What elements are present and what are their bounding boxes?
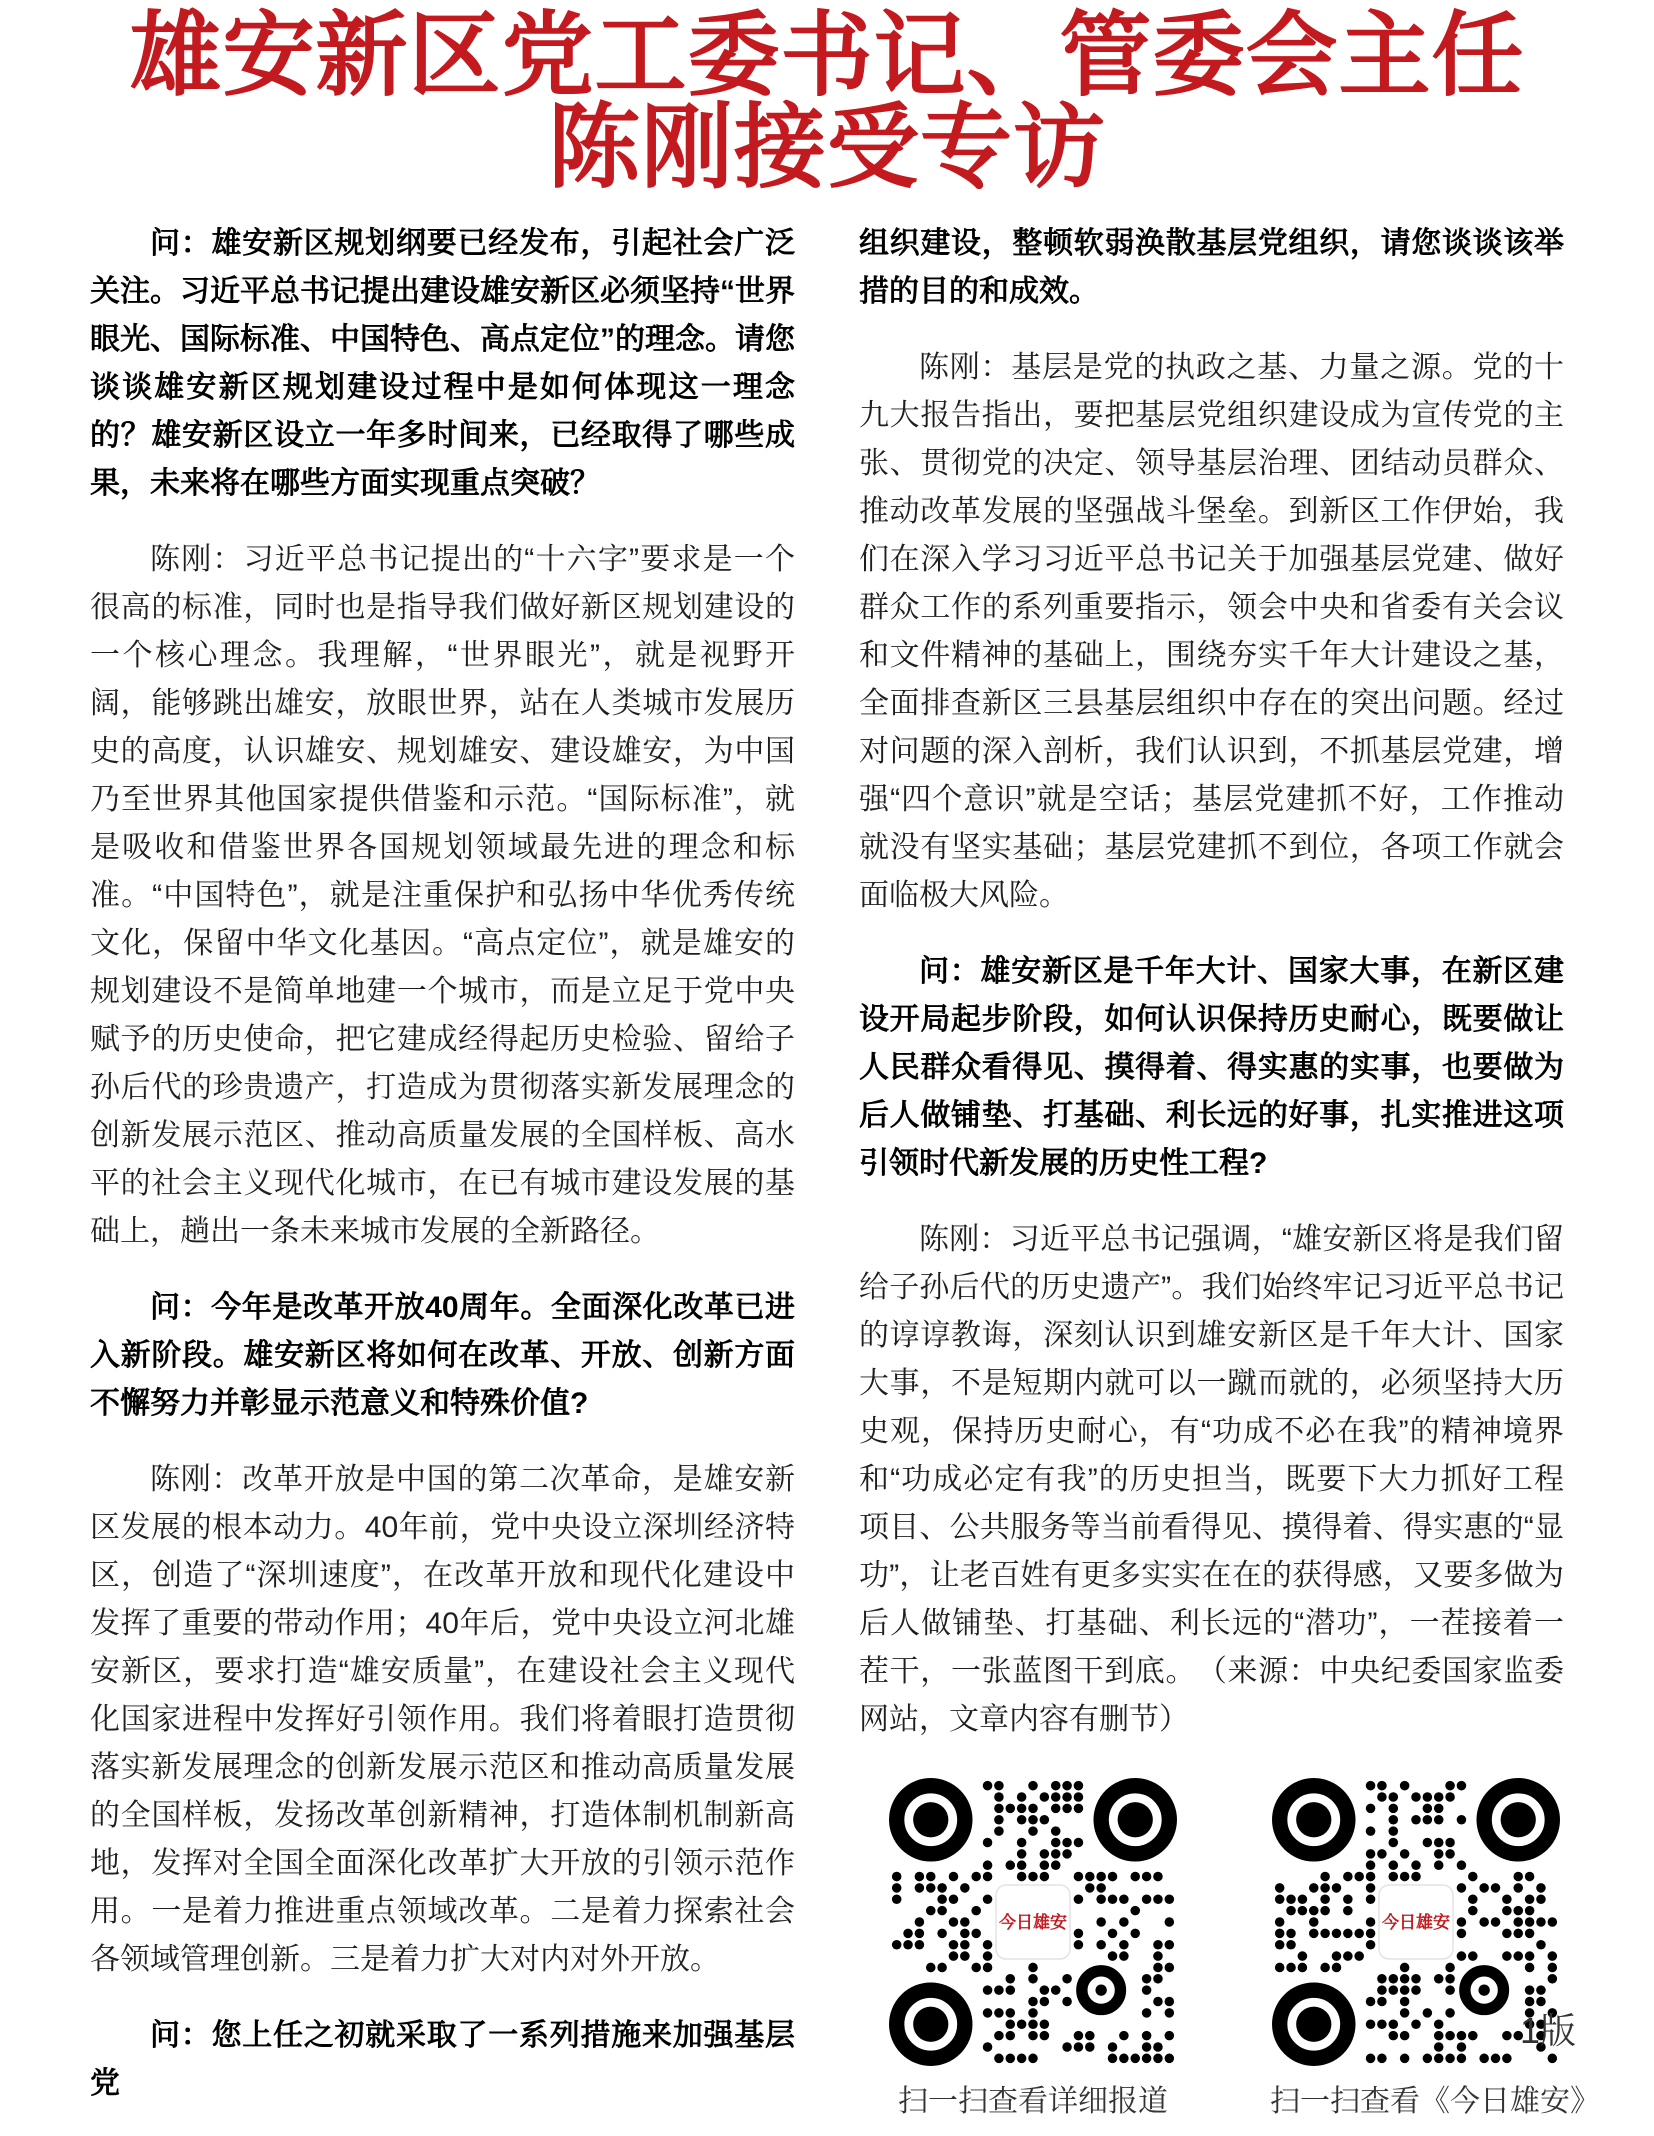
- article-title: [0, 5, 1654, 199]
- newspaper-page: [0, 5, 1654, 2118]
- qr-item: [1270, 1780, 1600, 2120]
- answer-paragraph: 陈刚：基层是党的执政之基、力量之源。党的十九大报告指出，要把基层党组织建设成为宣传党的主张、贯彻党的决定、领导基层治理、团结动员群众、推动改革发展的坚强战斗堡垒。到新区工作伊始，我们在深入学习习近平总书记关于加强基层党建、做好群众工作的系列重要指示，领会中央和省委有关会议和文件精神的基础上，围绕夯实千年大计建设之基，全面排查新区三县基层组织中存在的突出问题。经过对问题的深入剖析，我们认识到，不抓基层党建，增强“四个意识”就是空话；基层党建抓不好，工作推动就没有坚实基础；基层党建抓不到位，各项工作就会面临极大风险。: [859, 351, 1564, 912]
- qr-section: [859, 1772, 1600, 2120]
- left-column: [90, 220, 795, 2136]
- right-column-paragraphs: [859, 220, 1564, 1744]
- question-paragraph: 问：雄安新区规划纲要已经发布，引起社会广泛关注。习近平总书记提出建设雄安新区必须坚持“世界眼光、国际标准、中国特色、高点定位”的理念。请您谈谈雄安新区规划建设过程中是如何体现这一理念的？雄安新区设立一年多时间来，已经取得了哪些成果，未来将在哪些方面实现重点突破？: [90, 227, 795, 500]
- question-paragraph: 问：今年是改革开放40周年。全面深化改革已进入新阶段。雄安新区将如何在改革、开放、创新方面不懈努力并彰显示范意义和特殊价值?: [90, 1291, 795, 1420]
- question-paragraph: 组织建设，整顿软弱涣散基层党组织，请您谈谈该举措的目的和成效。: [859, 227, 1564, 308]
- article-title-line2: 陈刚接受专访: [547, 97, 1106, 199]
- qr-logo-text: 今日雄安: [1382, 1913, 1450, 1932]
- qr-code-image: [1274, 1780, 1558, 2064]
- qr-caption: 扫一扫查看详细报道: [898, 2085, 1168, 2118]
- question-paragraph: 问：雄安新区是千年大计、国家大事，在新区建设开局起步阶段，如何认识保持历史耐心，既要做让人民群众看得见、摸得着、得实惠的实事，也要做为后人做铺垫、打基础、利长远的好事，扎实推进这项引领时代新发展的历史性工程?: [859, 955, 1564, 1180]
- right-column: [859, 220, 1600, 2136]
- qr-logo-text: 今日雄安: [999, 1913, 1067, 1932]
- article-title-line1: 雄安新区党工委书记、管委会主任: [129, 5, 1525, 107]
- answer-paragraph: 陈刚：习近平总书记强调，“雄安新区将是我们留给子孙后代的历史遗产”。我们始终牢记习近平总书记的谆谆教诲，深刻认识到雄安新区是千年大计、国家大事，不是短期内就可以一蹴而就的，必须坚持大历史观，保持历史耐心，有“功成不必在我”的精神境界和“功成必定有我”的历史担当，既要下大力抓好工程项目、公共服务等当前看得见、摸得着、得实惠的“显功”，让老百姓有更多实实在在的获得感，又要多做为后人做铺垫、打基础、利长远的“潜功”，一茬接着一茬干，一张蓝图干到底。 （来源：中央纪委国家监委网站，文章内容有删节）: [859, 1223, 1564, 1736]
- answer-paragraph: 陈刚：习近平总书记提出的“十六字”要求是一个很高的标准，同时也是指导我们做好新区规划建设的一个核心理念。我理解，“世界眼光”，就是视野开阔，能够跳出雄安，放眼世界，站在人类城市发展历史的高度，认识雄安、规划雄安、建设雄安，为中国乃至世界其他国家提供借鉴和示范。“国际标准”，就是吸收和借鉴世界各国规划领域最先进的理念和标准。“中国特色”，就是注重保护和弘扬中华优秀传统文化，保留中华文化基因。“高点定位”，就是雄安的规划建设不是简单地建一个城市，而是立足于党中央赋予的历史使命，把它建成经得起历史检验、留给子孙后代的珍贵遗产，打造成为贯彻落实新发展理念的创新发展示范区、推动高质量发展的全国样板、高水平的社会主义现代化城市，在已有城市建设发展的基础上，趟出一条未来城市发展的全新路径。: [90, 543, 795, 1248]
- qr-caption: 扫一扫查看《今日雄安》: [1270, 2085, 1600, 2118]
- qr-code-image: [891, 1780, 1175, 2064]
- qr-item: [887, 1780, 1179, 2120]
- page-number: 1版: [1519, 2010, 1576, 2051]
- answer-paragraph: 陈刚：改革开放是中国的第二次革命，是雄安新区发展的根本动力。40年前，党中央设立深圳经济特区，创造了“深圳速度”，在改革开放和现代化建设中发挥了重要的带动作用；40年后，党中央设立河北雄安新区，要求打造“雄安质量”，在建设社会主义现代化国家进程中发挥好引领作用。我们将着眼打造贯彻落实新发展理念的创新发展示范区和推动高质量发展的全国样板，发扬改革创新精神，打造体制机制新高地，发挥对全国全面深化改革扩大开放的引领示范作用。一是着力推进重点领域改革。二是着力探索社会各领域管理创新。三是着力扩大对内对外开放。: [90, 1463, 795, 1976]
- question-paragraph: 问：您上任之初就采取了一系列措施来加强基层党: [90, 2019, 795, 2100]
- article-body: [0, 194, 1654, 2136]
